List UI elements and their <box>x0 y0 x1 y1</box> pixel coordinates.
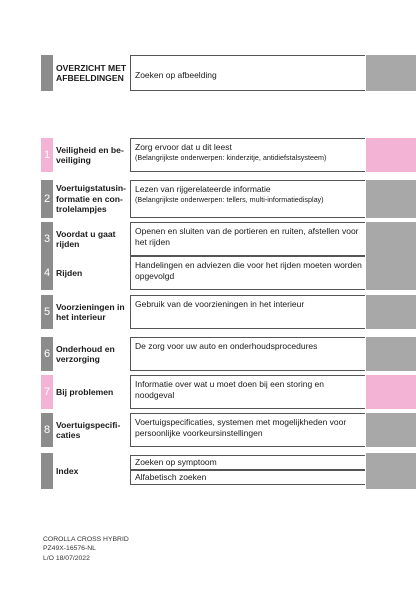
chapter-number: 8 <box>41 413 53 447</box>
chapter-tab[interactable] <box>366 256 416 290</box>
chapter-description-text: Zorg ervoor dat u dit leest <box>135 142 232 152</box>
chapter-subtopics: (Belangrijkste onderwerpen: tellers, multi-informatiedisplay) <box>135 195 324 204</box>
chapter-title-line: Voertuigspecifi- <box>56 419 121 430</box>
chapter-title-line: het interieur <box>56 312 106 322</box>
chapter-title-line: rijden <box>56 239 80 249</box>
footer-code: PZ49X-16576-NL <box>43 545 96 553</box>
chapter-description-text: Gebruik van de voorzieningen in het interieur <box>135 299 305 309</box>
header-tab[interactable] <box>366 55 416 91</box>
chapter-number: 2 <box>41 180 53 218</box>
index-marker <box>41 453 53 489</box>
chapter-title-line: Voordat u gaat <box>56 228 116 239</box>
index-tab[interactable] <box>366 453 416 489</box>
footer-date: L/O 18/07/2022 <box>43 554 90 562</box>
chapter-title-line: Veiligheid en be- <box>56 144 124 155</box>
chapter-description-text: Informatie over wat u moet doen bij een storing en noodgeval <box>135 379 324 400</box>
chapter-description[interactable] <box>130 375 365 409</box>
chapter-description-text: Handelingen en adviezen die voor het rijden moeten worden opgevolgd <box>135 260 362 281</box>
chapter-tab[interactable] <box>366 413 416 447</box>
chapter-description[interactable] <box>130 138 365 172</box>
index-row <box>41 453 416 489</box>
header-description-text: Zoeken op afbeelding <box>135 70 217 80</box>
chapter-description[interactable] <box>130 256 365 290</box>
chapter-title-line: verzorging <box>56 354 100 364</box>
chapter-description-text: Openen en sluiten van de portieren en ruiten, afstellen voor het rijden <box>135 226 359 247</box>
chapter-row <box>41 413 416 447</box>
chapter-title-line: formatie en con- <box>56 193 123 204</box>
header-row <box>41 55 416 91</box>
index-items <box>130 453 365 489</box>
chapter-tab[interactable] <box>366 222 416 256</box>
chapter-description[interactable] <box>130 295 365 329</box>
index-item-symptom[interactable]: Zoeken op symptoom <box>130 455 365 470</box>
chapter-title-line: caties <box>56 430 81 440</box>
chapter-tab[interactable] <box>366 138 416 172</box>
chapter-subtopics: (Belangrijkste onderwerpen: kinderzitje, antidiefstalsysteem) <box>135 153 327 162</box>
chapter-title-line: Voertuigstatusin- <box>56 183 127 194</box>
chapter-number: 5 <box>41 295 53 329</box>
chapter-description-text: Lezen van rijgerelateerde informatie <box>135 184 271 194</box>
chapter-number: 7 <box>41 375 53 409</box>
chapter-title-line: trolelampjes <box>56 204 107 215</box>
chapter-description[interactable] <box>130 222 365 256</box>
chapter-tab[interactable] <box>366 375 416 409</box>
chapter-tab[interactable] <box>366 180 416 218</box>
chapter-description-text: De zorg voor uw auto en onderhoudsprocedures <box>135 341 318 351</box>
chapter-description[interactable] <box>130 413 365 447</box>
chapter-number: 4 <box>41 256 53 290</box>
document-footer <box>43 535 129 563</box>
chapter-row <box>41 295 416 329</box>
header-title-line1: OVERZICHT MET <box>56 62 127 73</box>
chapter-tab[interactable] <box>366 295 416 329</box>
chapter-description[interactable] <box>130 180 365 218</box>
header-description[interactable] <box>130 55 365 91</box>
chapter-number: 1 <box>41 138 53 172</box>
chapter-row <box>41 138 416 172</box>
footer-model: COROLLA CROSS HYBRID <box>43 536 129 543</box>
header-title-line2: AFBEELDINGEN <box>56 73 124 83</box>
chapter-row <box>41 180 416 218</box>
index-title-text: Index <box>56 465 79 476</box>
chapter-number: 6 <box>41 337 53 371</box>
chapter-tab[interactable] <box>366 337 416 371</box>
chapter-title-line: Bij problemen <box>56 386 114 397</box>
index-item-alphabetical[interactable]: Alfabetisch zoeken <box>130 470 365 485</box>
chapter-title-line: veiliging <box>56 155 91 165</box>
chapter-title-line: Voorzieningen in <box>56 301 125 312</box>
chapter-row <box>41 337 416 371</box>
chapter-title-line: Rijden <box>56 267 83 278</box>
header-marker <box>41 55 53 91</box>
chapter-description[interactable] <box>130 337 365 371</box>
chapter-row <box>41 256 416 290</box>
chapter-number: 3 <box>41 222 53 256</box>
chapter-row <box>41 375 416 409</box>
chapter-row <box>41 222 416 256</box>
chapter-title-line: Onderhoud en <box>56 343 115 354</box>
chapter-description-text: Voertuigspecificaties, systemen met mogelijkheden voor persoonlijke voorkeursinstellingen <box>135 417 347 438</box>
